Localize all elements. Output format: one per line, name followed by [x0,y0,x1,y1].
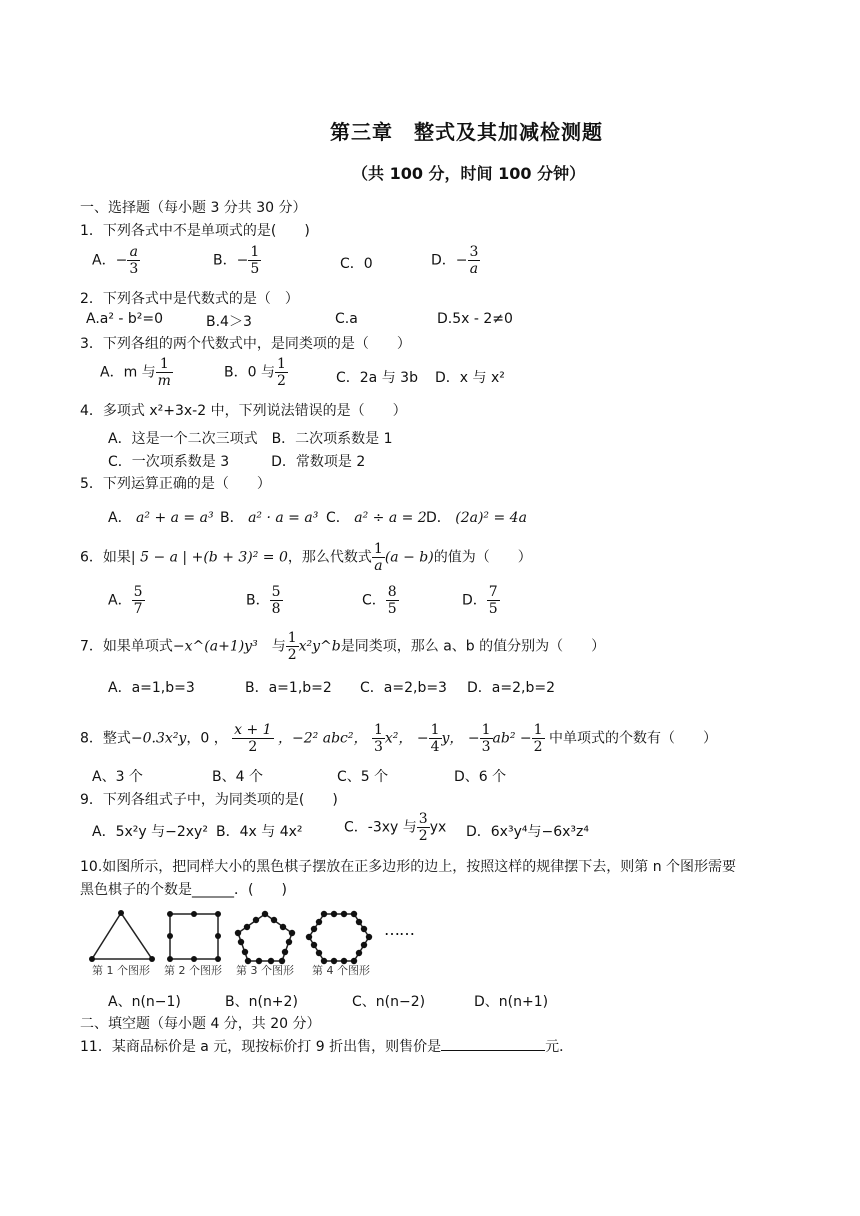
question-3-option-d: D．x 与 x² [435,370,505,386]
question-6-stem: 6．如果| 5 − a | +(b + 3)² = 0，那么代数式 $\frac{1}{a}$ (a − b)的值为（ ） [80,541,532,574]
figure-4-caption: 第 4 个图形 [312,964,370,977]
question-9-option-b: B．4x 与 4x² [216,824,303,840]
question-1-option-b: B．− $\frac{1}{5}$ [213,244,260,277]
question-10-stem-line-1: 10.如图所示，把同样大小的黑色棋子摆放在正多边形的边上，按照这样的规律摆下去，则第 n 个图形需要 [80,859,737,875]
question-1-option-c: C．0 [340,256,373,272]
question-9-option-d: D．6x³y⁴与−6x³z⁴ [466,824,589,840]
question-5-option-c: C． a² ÷ a = 2 [326,510,427,526]
figure-1-caption: 第 1 个图形 [92,964,150,977]
question-10-option-c: C、n(n−2) [352,994,426,1010]
question-11-stem: 11．某商品标价是 a 元，现按标价打 9 折出售，则售价是 元． [80,1036,573,1056]
question-7-option-a: A．a=1,b=3 [108,680,195,696]
question-10-stem-line-2: 黑色棋子的个数是______．( ) [80,882,287,898]
question-6-option-d: D． $\frac{7}{5}$ [462,584,498,617]
question-2-option-a: A.a² - b²=0 [86,311,164,327]
question-1-option-a: A．− $\frac{a}{3}$ [92,244,139,277]
question-9-option-c: C．-3xy 与 $\frac{3}{2}$ yx [344,811,447,844]
question-7-option-c: C．a=2,b=3 [360,680,447,696]
question-6-option-a: A． $\frac{5}{7}$ [108,584,143,617]
question-3-stem: 3．下列各组的两个代数式中，是同类项的是（ ） [80,336,411,352]
question-9-option-a: A．5x²y 与−2xy² [92,824,208,840]
question-2-stem: 2．下列各式中是代数式的是（ ） [80,291,299,307]
question-5-stem: 5．下列运算正确的是（ ） [80,476,271,492]
question-8-option-d: D、6 个 [454,769,507,785]
question-8-option-b: B、4 个 [212,769,263,785]
figure-continuation-dots: …… [384,920,414,939]
question-4-options-ab: A．这是一个二次三项式 B．二次项系数是 1 [108,431,393,447]
question-4-options-cd: C．一次项系数是 3 D．常数项是 2 [108,454,366,470]
question-10-option-b: B、n(n+2) [225,994,298,1010]
question-7-stem: 7．如果单项式−x^(a+1)y³ 与 $\frac{1}{2}$ x²y^b是同类项，那么 a、b 的值分别为（ ） [80,630,606,663]
question-10-option-a: A、n(n−1) [108,994,181,1010]
question-8-option-a: A、3 个 [92,769,143,785]
question-7-option-d: D．a=2,b=2 [467,680,555,696]
figure-2-square [167,911,221,962]
question-2-option-c: C.a [335,311,358,327]
figure-3-caption: 第 3 个图形 [236,964,294,977]
page-title: 第三章 整式及其加减检测题 [330,120,603,144]
question-3-option-c: C．2a 与 3b [336,370,418,386]
question-8-option-c: C、5 个 [337,769,389,785]
question-5-option-a: A． a² + a = a³ [108,510,214,526]
question-2-option-d: D.5x - 2≠0 [437,311,513,327]
question-7-option-b: B．a=1,b=2 [245,680,332,696]
question-8-stem: 8．整式−0.3x²y，0 ， $\frac{x + 1}{2}$ ，−2² abc²， $\frac{1}{3}$ x²， − $\frac{1}{4}$ y， − $\frac{1}{3}$ ab² − $\frac{1}{2}$ 中单项式的个数有（ ） [80,722,718,755]
question-10-option-d: D、n(n+1) [474,994,549,1010]
figure-4-hexagon [306,911,372,964]
section-heading-choice: 一、选择题（每小题 3 分共 30 分） [80,200,307,216]
question-1-option-d: D．− $\frac{3}{a}$ [431,244,479,277]
section-heading-fill-in: 二、填空题（每小题 4 分，共 20 分） [80,1016,321,1032]
answer-blank[interactable] [441,1036,545,1051]
question-3-option-a: A．m 与 $\frac{1}{m}$ [100,356,171,389]
figure-3-pentagon [235,911,295,964]
question-6-option-b: B． $\frac{5}{8}$ [246,584,281,617]
question-1-stem: 1．下列各式中不是单项式的是( ) [80,223,310,239]
question-3-option-b: B．0 与 $\frac{1}{2}$ [224,356,286,389]
figure-2-caption: 第 2 个图形 [164,964,222,977]
question-4-stem: 4．多项式 x²+3x-2 中，下列说法错误的是（ ） [80,403,407,419]
question-9-stem: 9．下列各组式子中，为同类项的是( ) [80,792,338,808]
question-6-option-c: C． $\frac{8}{5}$ [362,584,397,617]
page-subtitle: （共 100 分，时间 100 分钟） [352,164,586,183]
question-5-option-d: D． (2a)² = 4a [426,510,527,526]
figure-1-triangle [89,910,155,962]
question-5-option-b: B． a² · a = a³ [220,510,319,526]
question-2-option-b: B.4＞3 [206,314,252,330]
